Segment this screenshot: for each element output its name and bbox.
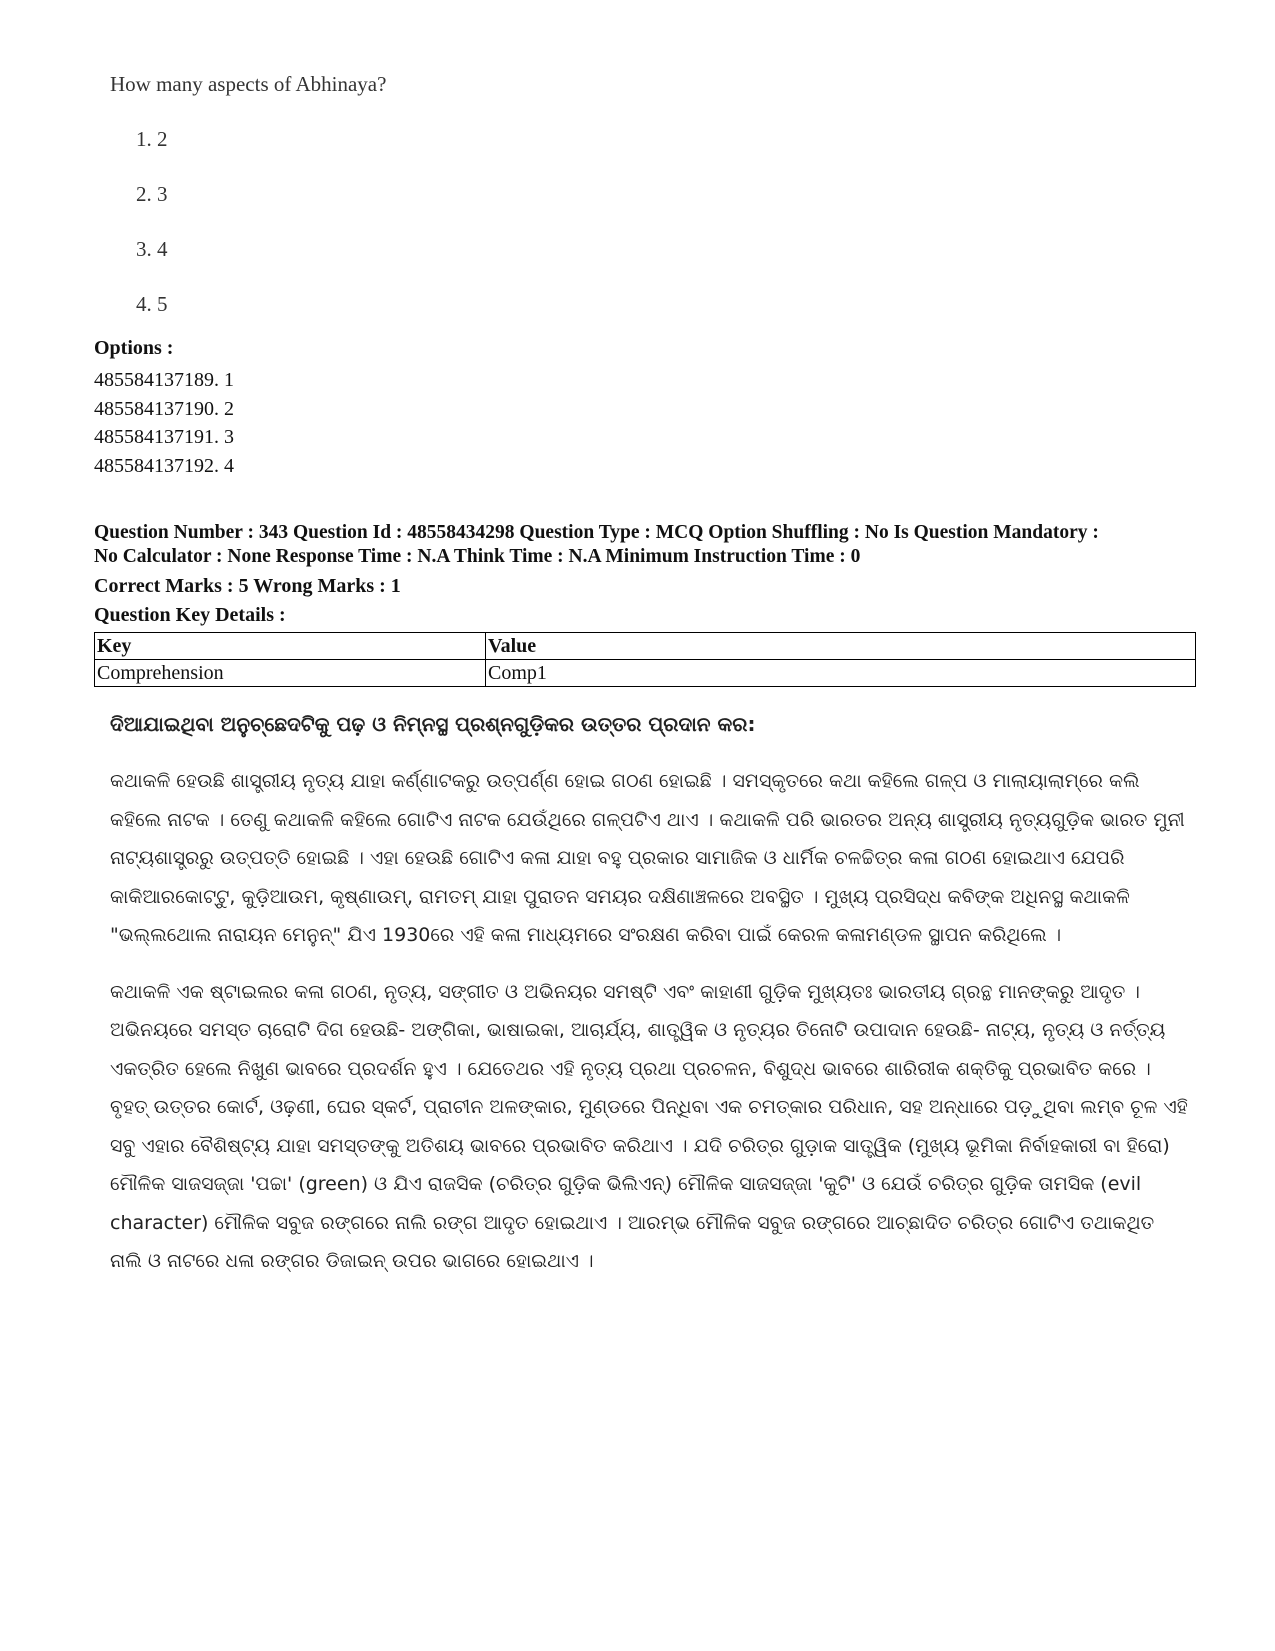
question-info xyxy=(94,521,1204,569)
option-item: 485584137192. 4 xyxy=(94,454,234,477)
question-choice: 3. 4 xyxy=(136,237,168,261)
options-heading: Options : xyxy=(94,337,174,359)
question-text: How many aspects of Abhinaya? xyxy=(110,72,387,96)
table-header-row xyxy=(95,633,1196,660)
option-item: 485584137190. 2 xyxy=(94,397,234,420)
option-item: 485584137189. 1 xyxy=(94,369,234,391)
passage-paragraph: କଥାକଳି ହେଉଛି ଶାସ୍ତ୍ରୀୟ ନୃତ୍ୟ ଯାହା କର୍ଣ୍ଣାଟକରୁ ଉତ୍ପର୍ଣ୍ଣ ହୋଇ ଗଠଣ ହୋଇଛି । ସମସ୍କୃତରେ କଥା କହିଲେ ଗଳ୍ପ ଓ ମାଲାୟାଲାମ୍‌ରେ କଲି କହିଲେ ନାଟକ । ତେଣୁ କଥାକଳି କହିଲେ ଗୋଟିଏ ନାଟକ ଯେଉଁଥିରେ ଗଳ୍ପଟିଏ ଥାଏ । କଥାକଳି ପରି ଭାରତର ଅନ୍ୟ ଶାସ୍ତ୍ରୀୟ ନୃତ୍ୟଗୁଡ଼ିକ ଭାରତ ମୁନୀ ନାଟ୍ୟଶାସ୍ତ୍ରରୁ ଉତ୍ପତ୍ତି ହୋଇଛି । ଏହା ହେଉଛି ଗୋଟିଏ କଳା ଯାହା ବହୁ ପ୍ରକାର ସାମାଜିକ ଓ ଧାର୍ମିକ ଚଳଚ୍ଚିତ୍ର କଳା ଗଠଣ ହୋଇଥାଏ ଯେପରି କାକିଆରକୋଟ୍ଟୁ, କୁଡ଼ିଆଉମ, କୃଷ୍ଣାଉମ୍, ରାମତମ୍ ଯାହା ପୁରାତନ ସମୟର ଦକ୍ଷିଣାଞ୍ଚଳରେ ଅବସ୍ଥିତ । ମୁଖ୍ୟ ପ୍ରସିଦ୍ଧ କବିଙ୍କ ଅଧିନସ୍ଥ କଥାକଳି "ଭଲ୍ଲଥୋଲ ନାରାୟନ ମେନୁନ୍" ଯିଏ 1930ରେ ଏହି କଳା ମାଧ୍ୟମରେ ସଂରକ୍ଷଣ କରିବା ପାଇଁ କେରଳ କଳାମଣ୍ଡଳ ସ୍ଥାପନ କରିଥିଲେ । xyxy=(110,770,1185,946)
question-choice: 1. 2 xyxy=(136,127,168,151)
table-cell-value: Comp1 xyxy=(486,660,1196,687)
question-choice: 4. 5 xyxy=(136,292,168,316)
option-item: 485584137191. 3 xyxy=(94,426,234,448)
table-header-value: Value xyxy=(486,633,1196,660)
key-details-table xyxy=(94,632,1196,687)
passage-title: ଦିଆଯାଇଥିବା ଅନୁଚ୍ଛେଦଟିକୁ ପଢ଼ ଓ ନିମ୍ନସ୍ଥ ପ୍ରଶ୍ନଗୁଡ଼ିକର ଉତ୍ତର ପ୍ରଦାନ କର: xyxy=(110,712,756,736)
question-image xyxy=(110,72,630,347)
comprehension-passage xyxy=(110,712,1190,1299)
question-info-line: No Calculator : None Response Time : N.A Think Time : N.A Minimum Instruction Time : 0 xyxy=(94,546,861,567)
options-list xyxy=(94,366,1204,480)
table-header-key: Key xyxy=(95,633,486,660)
marks-line: Correct Marks : 5 Wrong Marks : 1 xyxy=(94,575,401,597)
question-info-line: Question Number : 343 Question Id : 48558434298 Question Type : MCQ Option Shuffling : No Is Question Mandatory : xyxy=(94,522,1099,543)
question-choice: 2. 3 xyxy=(136,182,168,206)
table-row xyxy=(95,660,1196,687)
table-cell-key: Comprehension xyxy=(95,660,486,687)
passage-paragraph: କଥାକଳି ଏକ ଷ୍ଟାଇଲର କଳା ଗଠଣ, ନୃତ୍ୟ, ସଙ୍ଗୀତ ଓ ଅଭିନୟର ସମଷ୍ଟି ଏବଂ କାହାଣୀ ଗୁଡ଼ିକ ମୁଖ୍ୟତଃ ଭାରତୀୟ ଗ୍ରନ୍ଥ ମାନଙ୍କରୁ ଆଦୃତ । ଅଭିନୟରେ ସମସ୍ତ ଚାରୋଟି ଦିଗ ହେଉଛି- ଅଙ୍ଗିକା, ଭାଷାଇକା, ଆଚାର୍ଯ୍ୟ, ଶାତ୍ତ୍ୱିକ ଓ ନୃତ୍ୟର ତିନୋଟି ଉପାଦାନ ହେଉଛି- ନାଟ୍ୟ, ନୃତ୍ୟ ଓ ନର୍ତ୍ତ୍ୟ ଏକତ୍ରିତ ହେଲେ ନିଖୁଣ ଭାବରେ ପ୍ରଦର୍ଶନ ହୁଏ । ଯେତେଥର ଏହି ନୃତ୍ୟ ପ୍ରଥା ପ୍ରଚଳନ, ବିଶୁଦ୍ଧ ଭାବରେ ଶାରିରୀକ ଶକ୍ତିକୁ ପ୍ରଭାବିତ କରେ । ବୃହତ୍ ଉତ୍ତର କୋର୍ଟ, ଓଢ଼ଣୀ, ଘେର ସ୍କର୍ଟ, ପ୍ରାଚୀନ ଅଳଙ୍କାର, ମୁଣ୍ଡରେ ପିନ୍ଧିବା ଏକ ଚମତ୍କାର ପରିଧାନ, ସହ ଅନ୍ଧାରେ ପଡ଼ୁଥିବା ଲମ୍ବ ଚୂଳ ଏହି ସବୁ ଏହାର ବୈଶିଷ୍ଟ୍ୟ ଯାହା ସମସ୍ତଙ୍କୁ ଅତିଶୟ ଭାବରେ ପ୍ରଭାବିତ କରିଥାଏ । ଯଦି ଚରିତ୍ର ଗୁଡ଼ାକ ସାତ୍ତ୍ୱିକ (ମୁଖ୍ୟ ଭୂମିକା ନିର୍ବାହକାରୀ ବା ହିରୋ) ମୌଳିକ ସାଜସଜ୍ଜା 'ପଚ୍ଚା' (green) ଓ ଯିଏ ରାଜସିକ (ଚରିତ୍ର ଗୁଡ଼ିକ ଭିଲିଏନ୍) ମୌଳିକ ସାଜସଜ୍ଜା 'କୁଟି' ଓ ଯେଉଁ ଚରିତ୍ର ଗୁଡ଼ିକ ତାମସିକ (evil character) ମୌଳିକ ସବୁଜ ରଙ୍ଗରେ ନାଲି ରଙ୍ଗ ଆଦୃତ ହୋଇଥାଏ । ଆରମ୍ଭ ମୌଳିକ ସବୁଜ ରଙ୍ଗରେ ଆଚ୍ଛାଦିତ ଚରିତ୍ର ଗୋଟିଏ ତଥାକଥିତ ନାଲି ଓ ନାଟରେ ଧଳା ରଙ୍ଗର ଡିଜାଇନ୍ ଉପର ଭାଗରେ ହୋଇଥାଏ । xyxy=(110,980,1188,1272)
key-details-heading: Question Key Details : xyxy=(94,604,286,626)
